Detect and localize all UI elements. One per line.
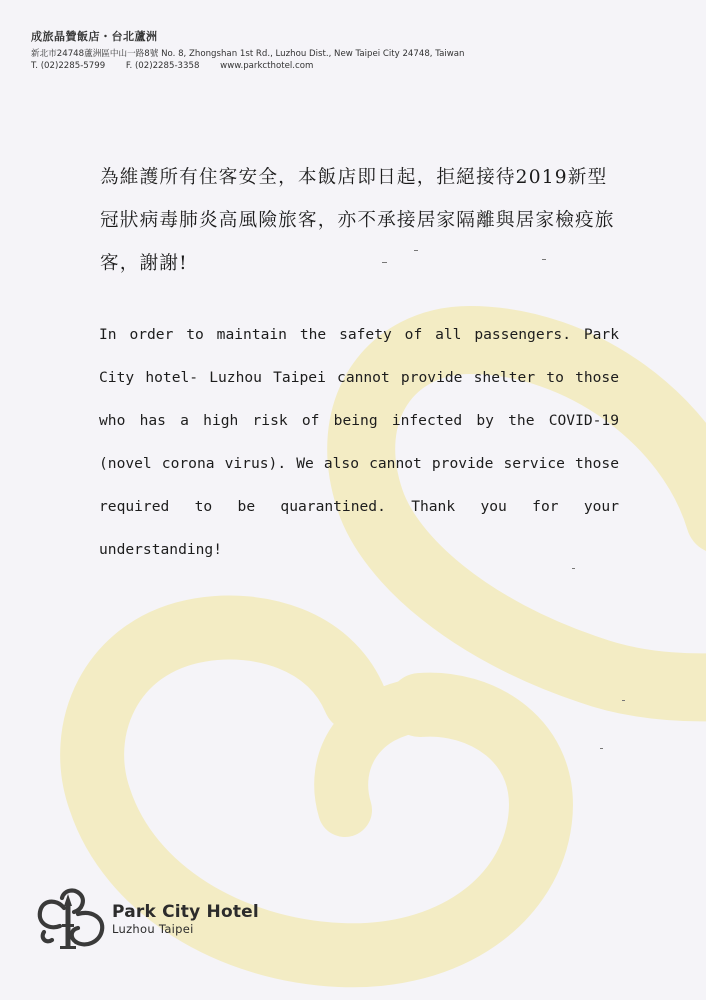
brand-footer	[34, 884, 259, 954]
scan-speck	[542, 259, 546, 260]
letterhead	[31, 28, 464, 72]
watermark-center-curl	[341, 705, 420, 810]
hotel-contact	[31, 60, 464, 72]
hotel-website: www.parkcthotel.com	[220, 61, 314, 71]
hotel-address-zh: 新北市24748蘆洲區中山一路8號	[31, 49, 159, 59]
hotel-address	[31, 48, 464, 60]
hotel-address-en: No. 8, Zhongshan 1st Rd., Luzhou Dist., New Taipei City 24748, Taiwan	[161, 49, 465, 59]
scan-speck	[572, 568, 575, 569]
hotel-phone: T. (02)2285-5799	[31, 61, 106, 71]
notice-english: In order to maintain the safety of all passengers. Park City hotel- Luzhou Taipei cannot provide shelter to those who has a high risk of being infected by the COVID-19 (novel corona virus). We also cannot provide service those required to be quarantined. Thank you for your understanding!	[99, 326, 619, 558]
brand-location: Luzhou Taipei	[112, 922, 194, 936]
scan-speck	[414, 250, 418, 251]
park-city-hotel-logo-icon	[34, 884, 106, 954]
hotel-fax: F. (02)2285-3358	[125, 61, 200, 71]
brand-text	[112, 902, 259, 936]
notice-chinese: 為維護所有住客安全，本飯店即日起，拒絕接待2019新型冠狀病毒肺炎高風險旅客，亦不承接居家隔離與居家檢疫旅客，謝謝!	[100, 167, 615, 274]
hotel-name-zh: 成旅晶贊飯店・台北蘆洲	[31, 30, 158, 43]
brand-name: Park City Hotel	[112, 902, 259, 922]
scan-speck	[622, 700, 625, 701]
scan-speck	[382, 262, 387, 263]
scan-speck	[600, 748, 603, 749]
